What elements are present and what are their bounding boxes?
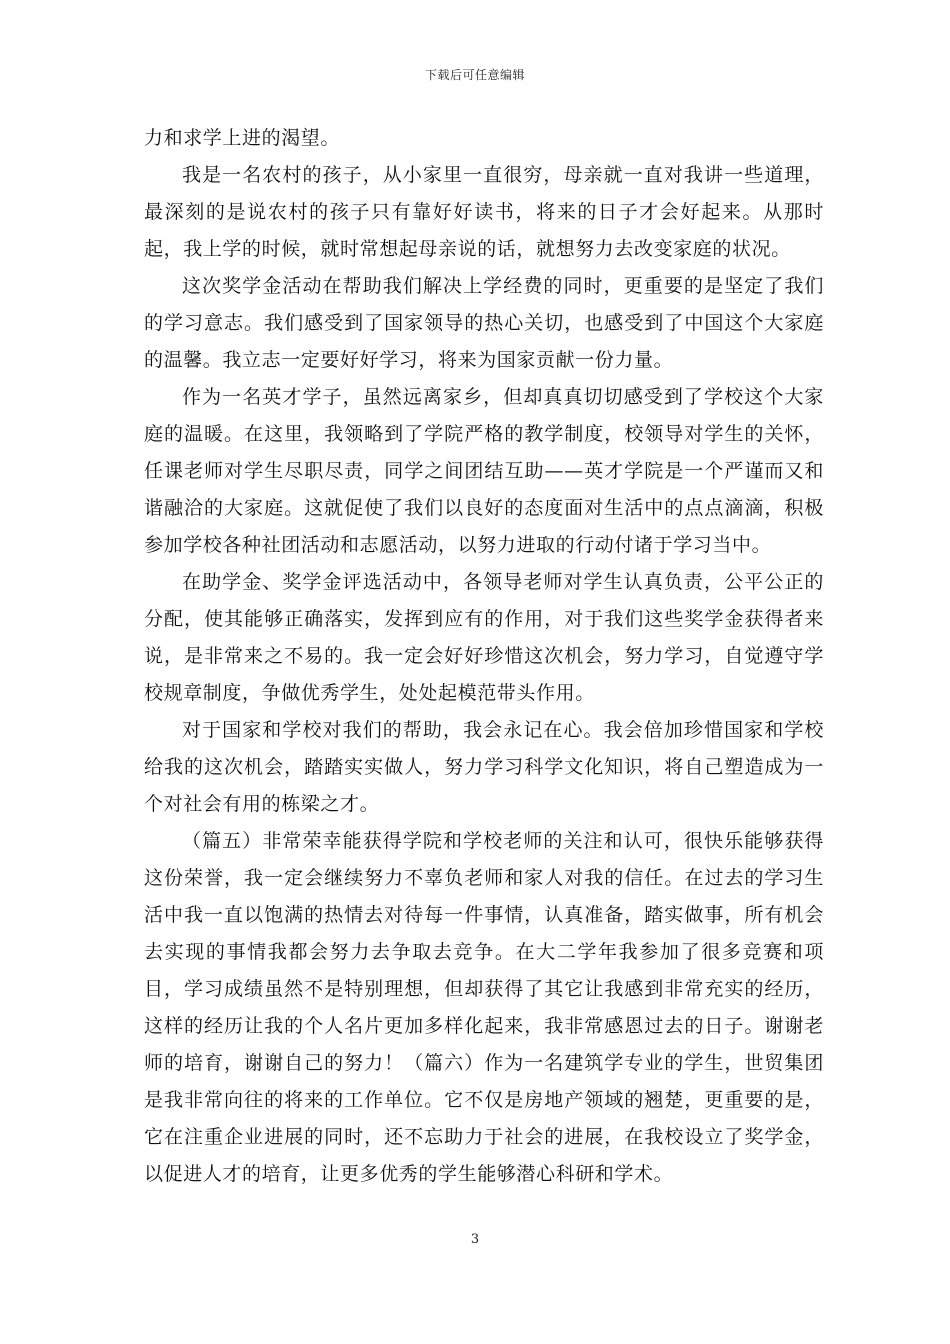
paragraph: 我是一名农村的孩子，从小家里一直很穷，母亲就一直对我讲一些道理，最深刻的是说农村的孩子只有靠好好读书，将来的日子才会好起来。从那时起，我上学的时候，就时常想起母亲说的话，就想努力去改变家庭的状况。: [144, 164, 824, 260]
paragraph: 这次奖学金活动在帮助我们解决上学经费的同时，更重要的是坚定了我们的学习意志。我们感受到了国家领导的热心关切，也感受到了中国这个大家庭的温馨。我立志一定要好好学习，将来为国家贡献一份力量。: [144, 275, 824, 371]
paragraph: （篇五）非常荣幸能获得学院和学校老师的关注和认可，很快乐能够获得这份荣誉，我一定会继续努力不辜负老师和家人对我的信任。在过去的学习生活中我一直以饱满的热情去对待每一件事情，认真准备，踏实做事，所有机会去实现的事情我都会努力去争取去竞争。在大二学年我参加了很多竞赛和项目，学习成绩虽然不是特别理想，但却获得了其它让我感到非常充实的经历，这样的经历让我的个人名片更加多样化起来，我非常感恩过去的日子。谢谢老师的培育，谢谢自己的努力！（篇六）作为一名建筑学专业的学生，世贸集团是我非常向往的将来的工作单位。它不仅是房地产领域的翘楚，更重要的是，它在注重企业进展的同时，还不忘助力于社会的进展，在我校设立了奖学金，以促进人才的培育，让更多优秀的学生能够潜心科研和学术。: [144, 830, 824, 1185]
page-header: 下载后可任意编辑: [424, 68, 525, 82]
paragraph: 在助学金、奖学金评选活动中，各领导老师对学生认真负责，公平公正的分配，使其能够正确落实，发挥到应有的作用，对于我们这些奖学金获得者来说，是非常来之不易的。我一定会好好珍惜这次机会，努力学习，自觉遵守学校规章制度，争做优秀学生，处处起模范带头作用。: [144, 571, 824, 704]
paragraph: 作为一名英才学子，虽然远离家乡，但却真真切切感受到了学校这个大家庭的温暖。在这里，我领略到了学院严格的教学制度，校领导对学生的关怀，任课老师对学生尽职尽责，同学之间团结互助——英才学院是一个严谨而又和谐融洽的大家庭。这就促使了我们以良好的态度面对生活中的点点滴滴，积极参加学校各种社团活动和志愿活动，以努力进取的行动付诸于学习当中。: [144, 386, 824, 556]
paragraph-continuation: 力和求学上进的渴望。: [144, 127, 341, 149]
document-body: [144, 120, 824, 1193]
page-number: 3: [470, 1232, 480, 1247]
paragraph: 对于国家和学校对我们的帮助，我会永记在心。我会倍加珍惜国家和学校给我的这次机会，踏踏实实做人，努力学习科学文化知识，将自己塑造成为一个对社会有用的栋梁之才。: [144, 719, 824, 815]
